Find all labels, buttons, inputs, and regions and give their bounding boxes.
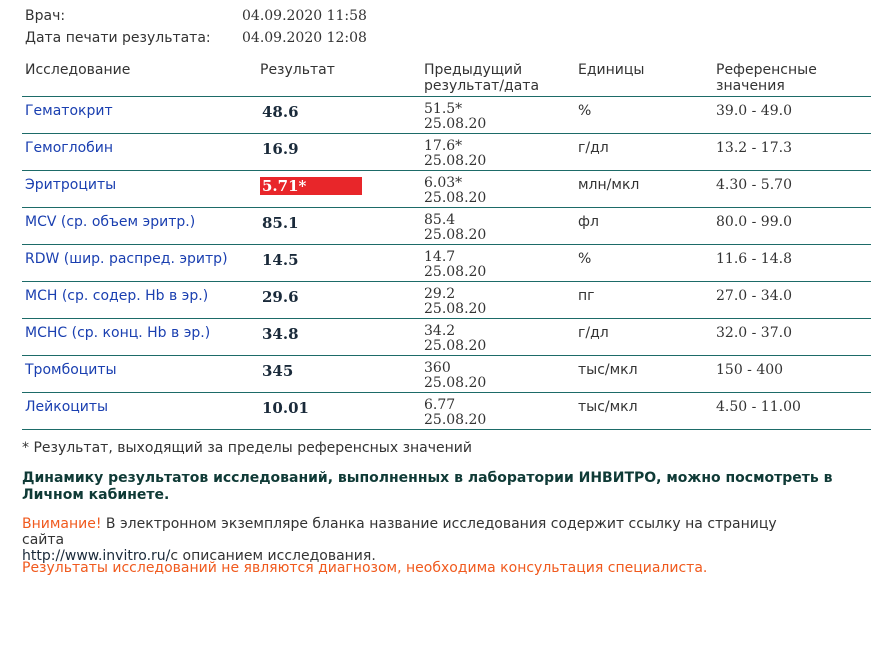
- reference-range: 32.0 - 37.0: [716, 325, 792, 341]
- previous-result: [424, 102, 486, 132]
- print-date-value: 04.09.2020 12:08: [242, 30, 367, 46]
- reference-range: 4.50 - 11.00: [716, 399, 801, 415]
- invitro-link[interactable]: http://www.invitro.ru/: [22, 548, 171, 564]
- result-value: 16.9: [262, 140, 299, 158]
- result-value: 85.1: [262, 214, 299, 232]
- previous-value: 6.03*: [424, 175, 463, 191]
- row-divider: [22, 429, 871, 430]
- header-reference-line1: Референсные: [716, 62, 817, 78]
- header-previous-line2: результат/дата: [424, 78, 540, 94]
- previous-value: 34.2: [424, 323, 456, 339]
- previous-date: 25.08.20: [424, 153, 487, 169]
- dynamics-note: Динамику результатов исследований, выполненных в лаборатории ИНВИТРО, можно посмотреть в Личном кабинете.: [22, 470, 833, 503]
- previous-value: 17.6*: [424, 138, 463, 154]
- print-date-label: Дата печати результата:: [25, 30, 211, 46]
- units: млн/мкл: [578, 177, 640, 193]
- table-row: [22, 208, 871, 245]
- previous-date: 25.08.20: [424, 116, 487, 132]
- test-name-link[interactable]: MCV (ср. объем эритр.): [25, 214, 196, 230]
- previous-date: 25.08.20: [424, 264, 487, 280]
- units: тыс/мкл: [578, 399, 638, 415]
- header-result: Результат: [260, 62, 335, 78]
- previous-date: 25.08.20: [424, 338, 487, 354]
- result-value: 29.6: [262, 288, 299, 306]
- table-row: [22, 245, 871, 282]
- header-test: Исследование: [25, 62, 131, 78]
- reference-range: 11.6 - 14.8: [716, 251, 792, 267]
- link-suffix: с описанием исследования.: [170, 548, 376, 564]
- header-units: Единицы: [578, 62, 645, 78]
- table-row: [22, 97, 871, 134]
- previous-value: 85.4: [424, 212, 456, 228]
- footnote: * Результат, выходящий за пределы референсных значений: [22, 440, 472, 456]
- table-row: [22, 356, 871, 393]
- header-previous: [424, 62, 539, 94]
- header-reference-line2: значения: [716, 78, 785, 94]
- test-name-link[interactable]: Эритроциты: [25, 177, 117, 193]
- header-previous-line1: Предыдущий: [424, 62, 523, 78]
- test-name-link[interactable]: RDW (шир. распред. эритр): [25, 251, 228, 267]
- units: фл: [578, 214, 599, 230]
- previous-date: 25.08.20: [424, 301, 487, 317]
- previous-result: [424, 361, 486, 391]
- table-row: [22, 319, 871, 356]
- table-row: [22, 282, 871, 319]
- previous-date: 25.08.20: [424, 375, 487, 391]
- table-row: [22, 134, 871, 171]
- reference-range: 150 - 400: [716, 362, 784, 378]
- result-value: 48.6: [262, 103, 299, 121]
- result-value: 345: [262, 362, 294, 380]
- units: тыс/мкл: [578, 362, 638, 378]
- test-name-link[interactable]: Лейкоциты: [25, 399, 109, 415]
- attention-note: [22, 516, 822, 564]
- previous-value: 51.5*: [424, 101, 463, 117]
- previous-result: [424, 139, 486, 169]
- previous-result: [424, 324, 486, 354]
- previous-date: 25.08.20: [424, 227, 487, 243]
- previous-result: [424, 176, 486, 206]
- units: г/дл: [578, 325, 609, 341]
- previous-date: 25.08.20: [424, 190, 487, 206]
- units: %: [578, 251, 592, 267]
- doctor-value: 04.09.2020 11:58: [242, 8, 367, 24]
- disclaimer: Результаты исследований не являются диагнозом, необходима консультация специалиста.: [22, 560, 708, 576]
- result-value: 10.01: [262, 399, 309, 417]
- table-row: [22, 171, 871, 208]
- test-name-link[interactable]: Гемоглобин: [25, 140, 114, 156]
- previous-date: 25.08.20: [424, 412, 487, 428]
- header-reference: [716, 62, 817, 94]
- units: пг: [578, 288, 595, 304]
- previous-result: [424, 250, 486, 280]
- test-name-link[interactable]: MCHC (ср. конц. Hb в эр.): [25, 325, 211, 341]
- result-value: 5.71*: [260, 177, 362, 195]
- reference-range: 4.30 - 5.70: [716, 177, 792, 193]
- doctor-label: Врач:: [25, 8, 66, 24]
- reference-range: 27.0 - 34.0: [716, 288, 792, 304]
- test-name-link[interactable]: Гематокрит: [25, 103, 113, 119]
- test-name-link[interactable]: Тромбоциты: [25, 362, 117, 378]
- reference-range: 13.2 - 17.3: [716, 140, 792, 156]
- previous-value: 360: [424, 360, 451, 376]
- attention-label: Внимание!: [22, 516, 102, 532]
- table-row: [22, 393, 871, 430]
- attention-text: В электронном экземпляре бланка название исследования содержит ссылку на страницу сайта: [22, 516, 777, 548]
- reference-range: 39.0 - 49.0: [716, 103, 792, 119]
- result-value: 34.8: [262, 325, 299, 343]
- previous-value: 29.2: [424, 286, 456, 302]
- previous-value: 14.7: [424, 249, 456, 265]
- previous-result: [424, 287, 486, 317]
- previous-result: [424, 213, 486, 243]
- test-name-link[interactable]: MCH (ср. содер. Hb в эр.): [25, 288, 209, 304]
- result-value: 14.5: [262, 251, 299, 269]
- reference-range: 80.0 - 99.0: [716, 214, 792, 230]
- previous-value: 6.77: [424, 397, 456, 413]
- units: %: [578, 103, 592, 119]
- previous-result: [424, 398, 486, 428]
- units: г/дл: [578, 140, 609, 156]
